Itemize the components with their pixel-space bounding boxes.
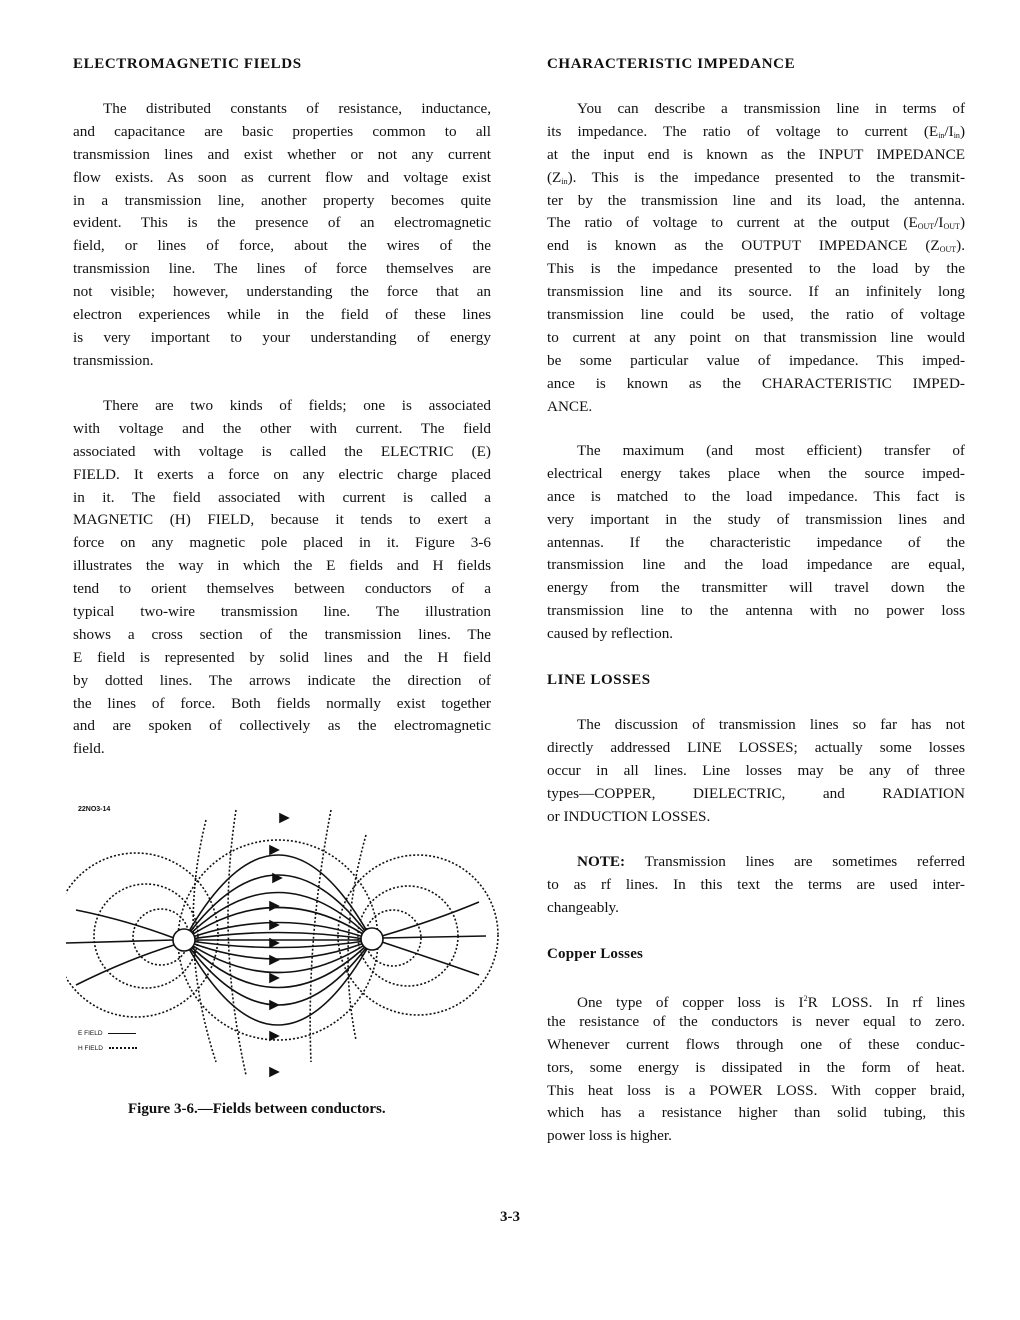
text-line: occur in all lines. Line losses may be any of three bbox=[547, 761, 965, 779]
text-fragment: ) bbox=[959, 214, 965, 232]
subscript: OUT bbox=[939, 245, 957, 255]
text-line: ter by the transmission line and its load, the antenna. bbox=[547, 191, 965, 209]
figure-id-label: 22NO3-14 bbox=[78, 806, 111, 813]
figure-caption: Figure 3-6.—Fields between conductors. bbox=[128, 1101, 386, 1117]
text-line: directly addressed LINE LOSSES; actually some losses bbox=[547, 738, 965, 756]
solid-line-swatch-icon bbox=[108, 1033, 136, 1034]
text-line: is very important to your understanding of energy bbox=[73, 328, 491, 346]
text-line: This is the impedance presented to the load by the bbox=[547, 260, 965, 278]
subscript: in bbox=[938, 130, 945, 140]
text-line: not visible; however, understanding the force that an bbox=[73, 283, 491, 301]
text-line: shows a cross section of the transmission lines. The bbox=[73, 625, 491, 643]
superscript: 2 bbox=[803, 994, 808, 1003]
text-line: The distributed constants of resistance, inductance, bbox=[103, 100, 491, 117]
text-line bbox=[547, 212, 965, 235]
paragraph-copper-losses bbox=[547, 988, 965, 1148]
text-line: FIELD. It exerts a force on any electric charge placed bbox=[73, 465, 491, 483]
text-line: the resistance of the conductors is never equal to zero. bbox=[547, 1012, 965, 1030]
text-line: ANCE. bbox=[547, 397, 593, 415]
text-line: in a transmission line, another property becomes quite bbox=[73, 191, 491, 209]
legend-e-field bbox=[78, 1030, 136, 1037]
text-line: ance is matched to the load impedance. This fact is bbox=[547, 487, 965, 505]
text-line: MAGNETIC (H) FIELD, because it tends to exert a bbox=[73, 511, 491, 529]
text-line: There are two kinds of fields; one is associated bbox=[103, 397, 491, 414]
text-line: E field is represented by solid lines and the H field bbox=[73, 648, 491, 666]
subscript: OUT bbox=[917, 222, 935, 232]
dotted-line-swatch-icon bbox=[109, 1047, 137, 1049]
note-label: NOTE: bbox=[577, 853, 626, 870]
text-line: with voltage and the other with current. The field bbox=[73, 419, 491, 437]
text-line: by dotted lines. The arrows indicate the direction of bbox=[73, 671, 491, 689]
subscript: in bbox=[953, 130, 960, 140]
text-line bbox=[547, 167, 965, 190]
section-heading-line-losses: LINE LOSSES bbox=[547, 672, 651, 688]
text-line: field. bbox=[73, 740, 105, 758]
page-number: 3-3 bbox=[500, 1209, 520, 1225]
text-fragment: One type of copper loss is I bbox=[577, 994, 804, 1011]
text-line: You can describe a transmission line in terms of bbox=[577, 100, 965, 117]
text-line: antennas. If the characteristic impedance of the bbox=[547, 533, 965, 551]
text-line: changeably. bbox=[547, 898, 619, 916]
text-line: transmission line could be used, the ratio of voltage bbox=[547, 306, 965, 324]
text-line: transmission line and the load impedance are equal, bbox=[547, 556, 965, 574]
text-line: associated with voltage is called the ELECTRIC (E) bbox=[73, 442, 491, 460]
text-line: This heat loss is a POWER LOSS. With copper braid, bbox=[547, 1081, 965, 1099]
text-fragment: The ratio of voltage to current at the output (E bbox=[547, 214, 918, 232]
text-fragment: R LOSS. In rf lines bbox=[807, 994, 966, 1011]
text-line: flow exists. As soon as current flow and voltage exist bbox=[73, 168, 491, 186]
text-line: The discussion of transmission lines so far has not bbox=[577, 716, 965, 733]
text-line: ance is known as the CHARACTERISTIC IMPED- bbox=[547, 374, 965, 392]
text-fragment: ). bbox=[956, 237, 965, 255]
text-line bbox=[547, 235, 965, 258]
section-heading-characteristic-impedance: CHARACTERISTIC IMPEDANCE bbox=[547, 56, 796, 72]
text-line bbox=[547, 988, 965, 1011]
text-fragment: ) bbox=[959, 122, 965, 140]
text-line: transmission line to the antenna with no power loss bbox=[547, 602, 965, 620]
text-line: transmission line. The lines of force themselves are bbox=[73, 260, 491, 278]
text-line: the lines of force. Both fields normally exist together bbox=[73, 694, 491, 712]
text-line: illustrates the way in which the E fields and H fields bbox=[73, 557, 491, 575]
legend-label: H FIELD bbox=[78, 1045, 103, 1052]
text-line: at the input end is known as the INPUT IMPEDANCE bbox=[547, 145, 965, 163]
text-fragment: (Z bbox=[547, 168, 562, 186]
text-line: transmission lines and exist whether or not any current bbox=[73, 145, 491, 163]
text-line: in it. The field associated with current is called a bbox=[73, 488, 491, 506]
subscript: in bbox=[561, 176, 568, 186]
text-fragment: /I bbox=[934, 214, 944, 232]
legend-label: E FIELD bbox=[78, 1030, 103, 1037]
text-line: caused by reflection. bbox=[547, 625, 674, 643]
text-line: and capacitance are basic properties common to all bbox=[73, 122, 491, 140]
electromagnetic-field-diagram bbox=[66, 800, 500, 1080]
text-fragment: end is known as the OUTPUT IMPEDANCE (Z bbox=[547, 237, 940, 255]
text-line: field, or lines of force, about the wires of the bbox=[73, 237, 491, 255]
text-fragment: its impedance. The ratio of voltage to current (E bbox=[547, 122, 939, 140]
text-line: Whenever current flows through one of these conduc- bbox=[547, 1035, 965, 1053]
paragraph-line-losses bbox=[547, 714, 965, 828]
text-line: power loss is higher. bbox=[547, 1127, 672, 1145]
figure-fields-between-conductors bbox=[66, 800, 500, 1080]
paragraph-maximum-transfer bbox=[547, 440, 965, 646]
text-fragment: ). This is the impedance presented to the transmit- bbox=[567, 168, 965, 186]
subscript: OUT bbox=[943, 222, 960, 232]
text-line: electrical energy takes place when the source imped- bbox=[547, 464, 965, 482]
text-line: or INDUCTION LOSSES. bbox=[547, 807, 711, 825]
paragraph-two-kinds-of-fields bbox=[73, 395, 491, 761]
text-line: to as rf lines. In this text the terms are used inter- bbox=[547, 875, 965, 893]
text-line: transmission. bbox=[73, 351, 154, 369]
text-line: and are spoken of collectively as the electromagnetic bbox=[73, 717, 491, 735]
text-line: evident. This is the presence of an electromagnetic bbox=[73, 214, 491, 232]
text-line: very important in the study of transmission lines and bbox=[547, 510, 965, 528]
text-line: transmission line and its source. If an infinitely long bbox=[547, 283, 965, 301]
text-fragment: /I bbox=[944, 122, 954, 140]
text-line: types—COPPER, DIELECTRIC, and RADIATION bbox=[547, 784, 965, 802]
legend-h-field bbox=[78, 1045, 137, 1052]
text-line: be some particular value of impedance. This imped- bbox=[547, 351, 965, 369]
text-line: energy from the transmitter will travel down the bbox=[547, 579, 965, 597]
text-line bbox=[547, 121, 965, 144]
note-rf-lines bbox=[547, 851, 965, 920]
text-line: tend to orient themselves between conductors of a bbox=[73, 580, 491, 598]
text-line bbox=[547, 851, 965, 874]
paragraph-impedance-definition bbox=[547, 98, 965, 418]
text-line: force on any magnetic pole placed in it. Figure 3-6 bbox=[73, 534, 491, 552]
paragraph-distributed-constants bbox=[73, 98, 491, 373]
text-line: typical two-wire transmission line. The illustration bbox=[73, 603, 491, 621]
text-fragment: Transmission lines are sometimes referred bbox=[644, 853, 965, 870]
text-line: which has a resistance higher than solid tubing, this bbox=[547, 1104, 965, 1122]
text-line: tors, some energy is dissipated in the form of heat. bbox=[547, 1058, 965, 1076]
text-line: The maximum (and most efficient) transfer of bbox=[577, 442, 965, 459]
text-line: to current at any point on that transmission line would bbox=[547, 328, 965, 346]
text-line: electron experiences while in the field of these lines bbox=[73, 306, 491, 324]
section-heading-electromagnetic-fields: ELECTROMAGNETIC FIELDS bbox=[73, 56, 302, 72]
section-heading-copper-losses: Copper Losses bbox=[547, 946, 644, 962]
